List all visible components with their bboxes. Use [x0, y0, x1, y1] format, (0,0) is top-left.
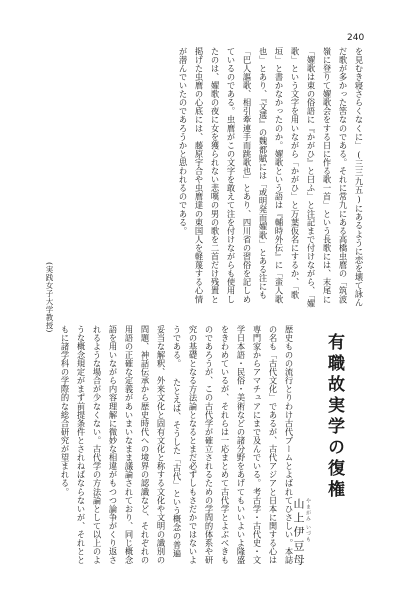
article-body-text: 歴史ものの流行とりわけ古代ブームとよばれてひさしい。本誌の名も「古代文化」であるが、古代アジアと日本に関する心は専門家からアマチュアにまで及んでいる。考古学・古代史・文学日本語・民俗・美術などの諸分野をあげてもいいよいよ隆盛をきわめているが、それらは一応まとめて古代学とよぶべきものであろうが、この古代学が確立されるための学問的体系や研究の基礎となる方法論となるとまだ必ずしもさだかではないようである。 たとえば、そうした「古代」という概念の普遍妥当な解釈、外来文化と固有文化と称する文化や文明の識別の問題、神話伝承から歴史時代への境界の認識など、それぞれの用語の正確な定義があいまいなまま議論されており、同じ概念語を用いながら内容理解に微妙な相違がもつつ論争がくり返されるような場合が少なくない。古代学の方法論として以上のような概念規定がまず前提条件とされねばならないが、それとともに諸学科の学際的な総合研究が望まれる。 [60, 325, 294, 565]
page-number: 240 [347, 33, 365, 43]
article-title: 有職故実学の復権 [324, 333, 344, 501]
author-credit: (実践女子大学教授) [45, 262, 54, 333]
author-name: 山上伊豆母 [292, 498, 305, 568]
author-ruby: やまがみ いづも [305, 498, 311, 543]
preceding-article-text: を見むき寝さらくなくに」(三三九五)にあるように恋を壊て詠んだ歌が多かった筈なのである。それに常九にある高橋虫麿の「筑波嶺に登りて嬥歌会をする日に作る歌一首」という長歌には、末尾に「嬥歌は東の俗語に『かがひ』と曰ふ」と注記まで付けながら、「嬥歌」という文字を用いながら「かがひ」と万葉仮名にするか、「歌垣」と書かなかったのか。嬥歌という語は『輔時外伝』に「蛮人歌也」とあり、『文選』の魏都賦には「或明発而嬥歌」とある注にも「巴人謳歌、相引牽連手而跳歌也」とあり、四川省の習俗を記しめているのである。虫麿がこの文字を敢えて注を付けながらも使用したのは、嬥歌の夜に女を獲られない悲嘆の男の歌を二首だけ残置と掲げた虫麿の心底には、藤原宇合や虫麿達の東国人を軽蔑する心情が潜んでいたのであろうかと思われるのである。 [178, 47, 364, 308]
